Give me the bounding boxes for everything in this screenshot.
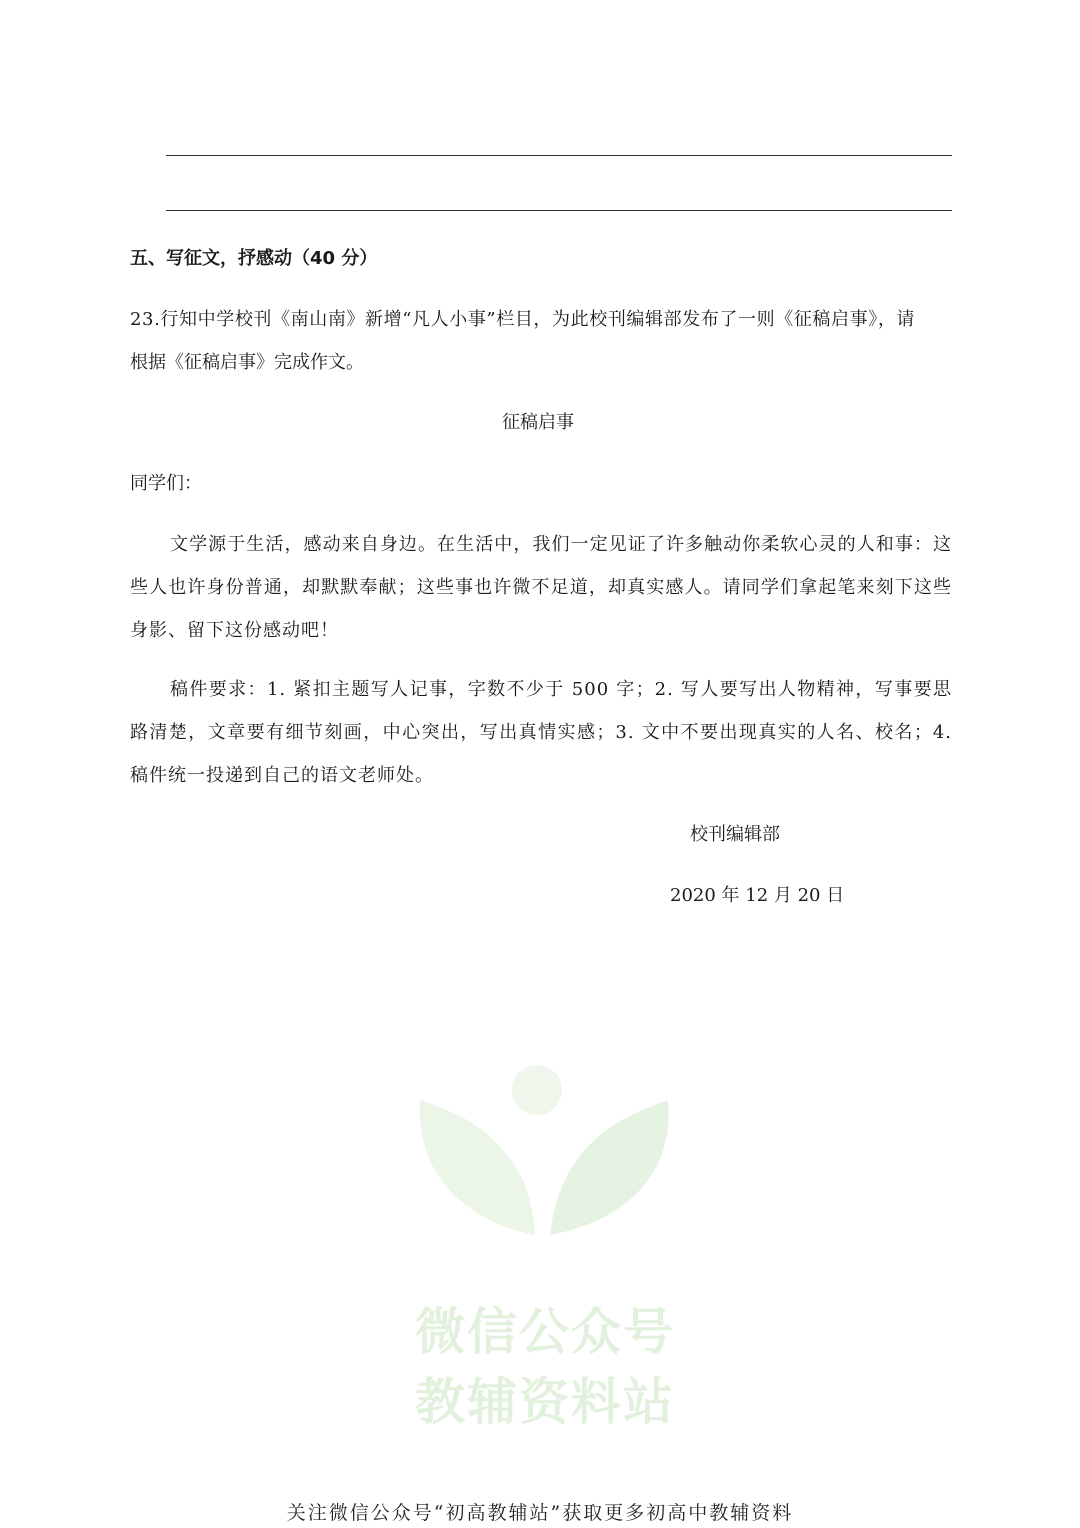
- question-prompt-line-2: 根据《征稿启事》完成作文。: [130, 352, 364, 373]
- answer-line-1: [166, 155, 952, 156]
- section-heading: 五、写征文，抒感动（40 分）: [130, 248, 378, 269]
- page-footer: 关注微信公众号“初高教辅站”获取更多初高中教辅资料: [286, 1502, 794, 1524]
- answer-line-2: [166, 210, 952, 211]
- notice-date: 2020 年 12 月 20 日: [670, 885, 845, 906]
- watermark-line-2: 教辅资料站: [415, 1373, 675, 1431]
- notice-greeting: 同学们：: [130, 473, 202, 494]
- notice-signature: 校刊编辑部: [690, 824, 780, 845]
- leaf-logo-icon: [400, 1060, 690, 1290]
- notice-requirements-paragraph: 稿件要求：1. 紧扣主题写人记事，字数不少于 500 字；2. 写人要写出人物精神，写事要思路清楚，文章要有细节刻画，中心突出，写出真情实感；3. 文中不要出现真实的人名、校名；4. 稿件统一投递到自己的语文老师处。: [130, 679, 952, 786]
- watermark-line-1: 微信公众号: [415, 1303, 675, 1361]
- question-prompt-line-1: 23.行知中学校刊《南山南》新增“凡人小事”栏目，为此校刊编辑部发布了一则《征稿启事》，请: [130, 309, 916, 330]
- notice-title: 征稿启事: [502, 412, 574, 433]
- watermark: [400, 1060, 690, 1430]
- notice-body-paragraph: 文学源于生活，感动来自身边。在生活中，我们一定见证了许多触动你柔软心灵的人和事：这些人也许身份普通，却默默奉献；这些事也许微不足道，却真实感人。请同学们拿起笔来刻下这些身影、留下这份感动吧！: [130, 534, 952, 641]
